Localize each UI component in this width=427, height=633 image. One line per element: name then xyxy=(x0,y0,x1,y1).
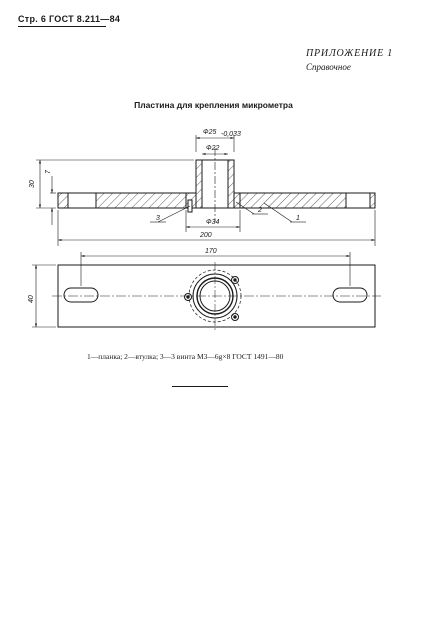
dim-collar: Ф34 xyxy=(206,219,220,226)
plan-dimensions xyxy=(32,252,350,327)
dim-length-holes: 170 xyxy=(205,248,217,255)
dim-length-total: 200 xyxy=(200,232,212,239)
page-header: Стр. 6 ГОСТ 8.211—84 xyxy=(18,14,121,24)
drawing-title: Пластина для крепления микрометра xyxy=(134,100,293,110)
dim-inner-bore: Ф22 xyxy=(206,145,220,152)
dim-height-total: 30 xyxy=(29,180,36,188)
dim-outer-bore: Ф25 xyxy=(203,129,217,136)
dim-width: 40 xyxy=(28,295,35,303)
callout-1: 1 xyxy=(296,215,300,222)
plan-view xyxy=(52,262,381,332)
parts-caption: 1—планка; 2—втулка; 3—3 винта М3—6g×8 ГОСТ 1491—80 xyxy=(87,352,284,361)
appendix-title: ПРИЛОЖЕНИЕ 1 xyxy=(306,48,394,59)
dim-plate-thickness: 7 xyxy=(45,170,52,174)
section-view xyxy=(58,148,375,222)
appendix-reference: Справочное xyxy=(306,62,351,72)
callout-3: 3 xyxy=(156,215,160,222)
dim-outer-bore-tolerance: -0,033 xyxy=(221,131,241,138)
callout-2: 2 xyxy=(258,207,262,214)
end-rule xyxy=(172,386,228,387)
